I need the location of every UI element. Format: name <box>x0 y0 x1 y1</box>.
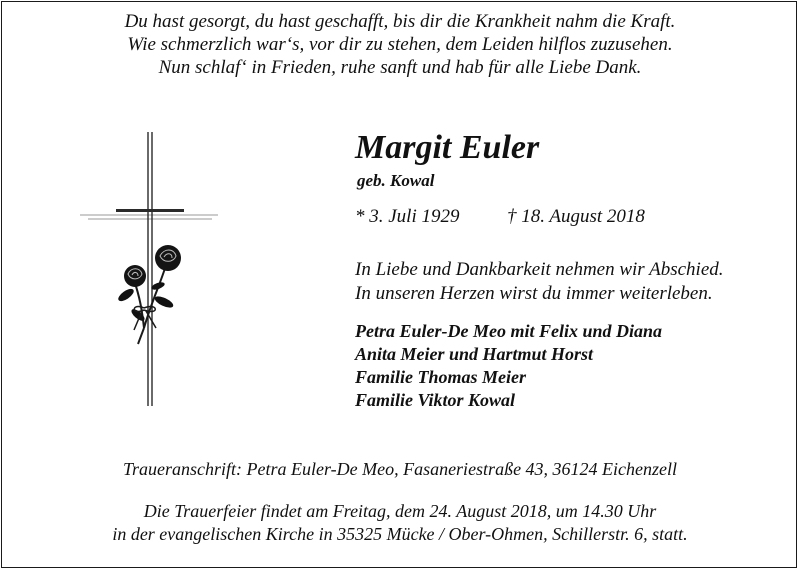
life-dates <box>355 205 645 229</box>
death-date: † 18. August 2018 <box>507 206 645 227</box>
mourner-entry: Familie Viktor Kowal <box>355 390 516 410</box>
memorial-poem <box>0 10 800 79</box>
ceremony-line: Die Trauerfeier findet am Freitag, dem 24. August 2018, um 14.30 Uhr <box>143 501 657 521</box>
poem-line: Wie schmerzlich war‘s, vor dir zu stehen, dem Leiden hilflos zuzusehen. <box>127 34 673 55</box>
mourner-entry: Petra Euler-De Meo mit Felix und Diana <box>355 321 663 341</box>
mourner-entry: Anita Meier und Hartmut Horst <box>355 344 594 364</box>
mourners-list <box>355 320 662 412</box>
deceased-name: Margit Euler <box>355 129 540 166</box>
farewell-line: In Liebe und Dankbarkeit nehmen wir Abschied. <box>355 259 724 280</box>
maiden-name: geb. Kowal <box>357 171 435 190</box>
farewell-line: In unseren Herzen wirst du immer weiterleben. <box>355 283 713 304</box>
poem-line: Du hast gesorgt, du hast geschafft, bis dir die Krankheit nahm die Kraft. <box>124 11 676 32</box>
ceremony-info <box>0 500 800 546</box>
ceremony-line: in der evangelischen Kirche in 35325 Mücke / Ober-Ohmen, Schillerstr. 6, statt. <box>112 524 688 544</box>
birth-date: * 3. Juli 1929 <box>355 206 460 227</box>
cross-with-roses-icon <box>80 130 220 410</box>
mourner-entry: Familie Thomas Meier <box>355 367 526 387</box>
farewell-text <box>355 258 724 306</box>
poem-line: Nun schlaf‘ in Frieden, ruhe sanft und hab für alle Liebe Dank. <box>158 57 642 78</box>
mourning-address: Traueranschrift: Petra Euler-De Meo, Fasaneriestraße 43, 36124 Eichenzell <box>122 459 678 479</box>
